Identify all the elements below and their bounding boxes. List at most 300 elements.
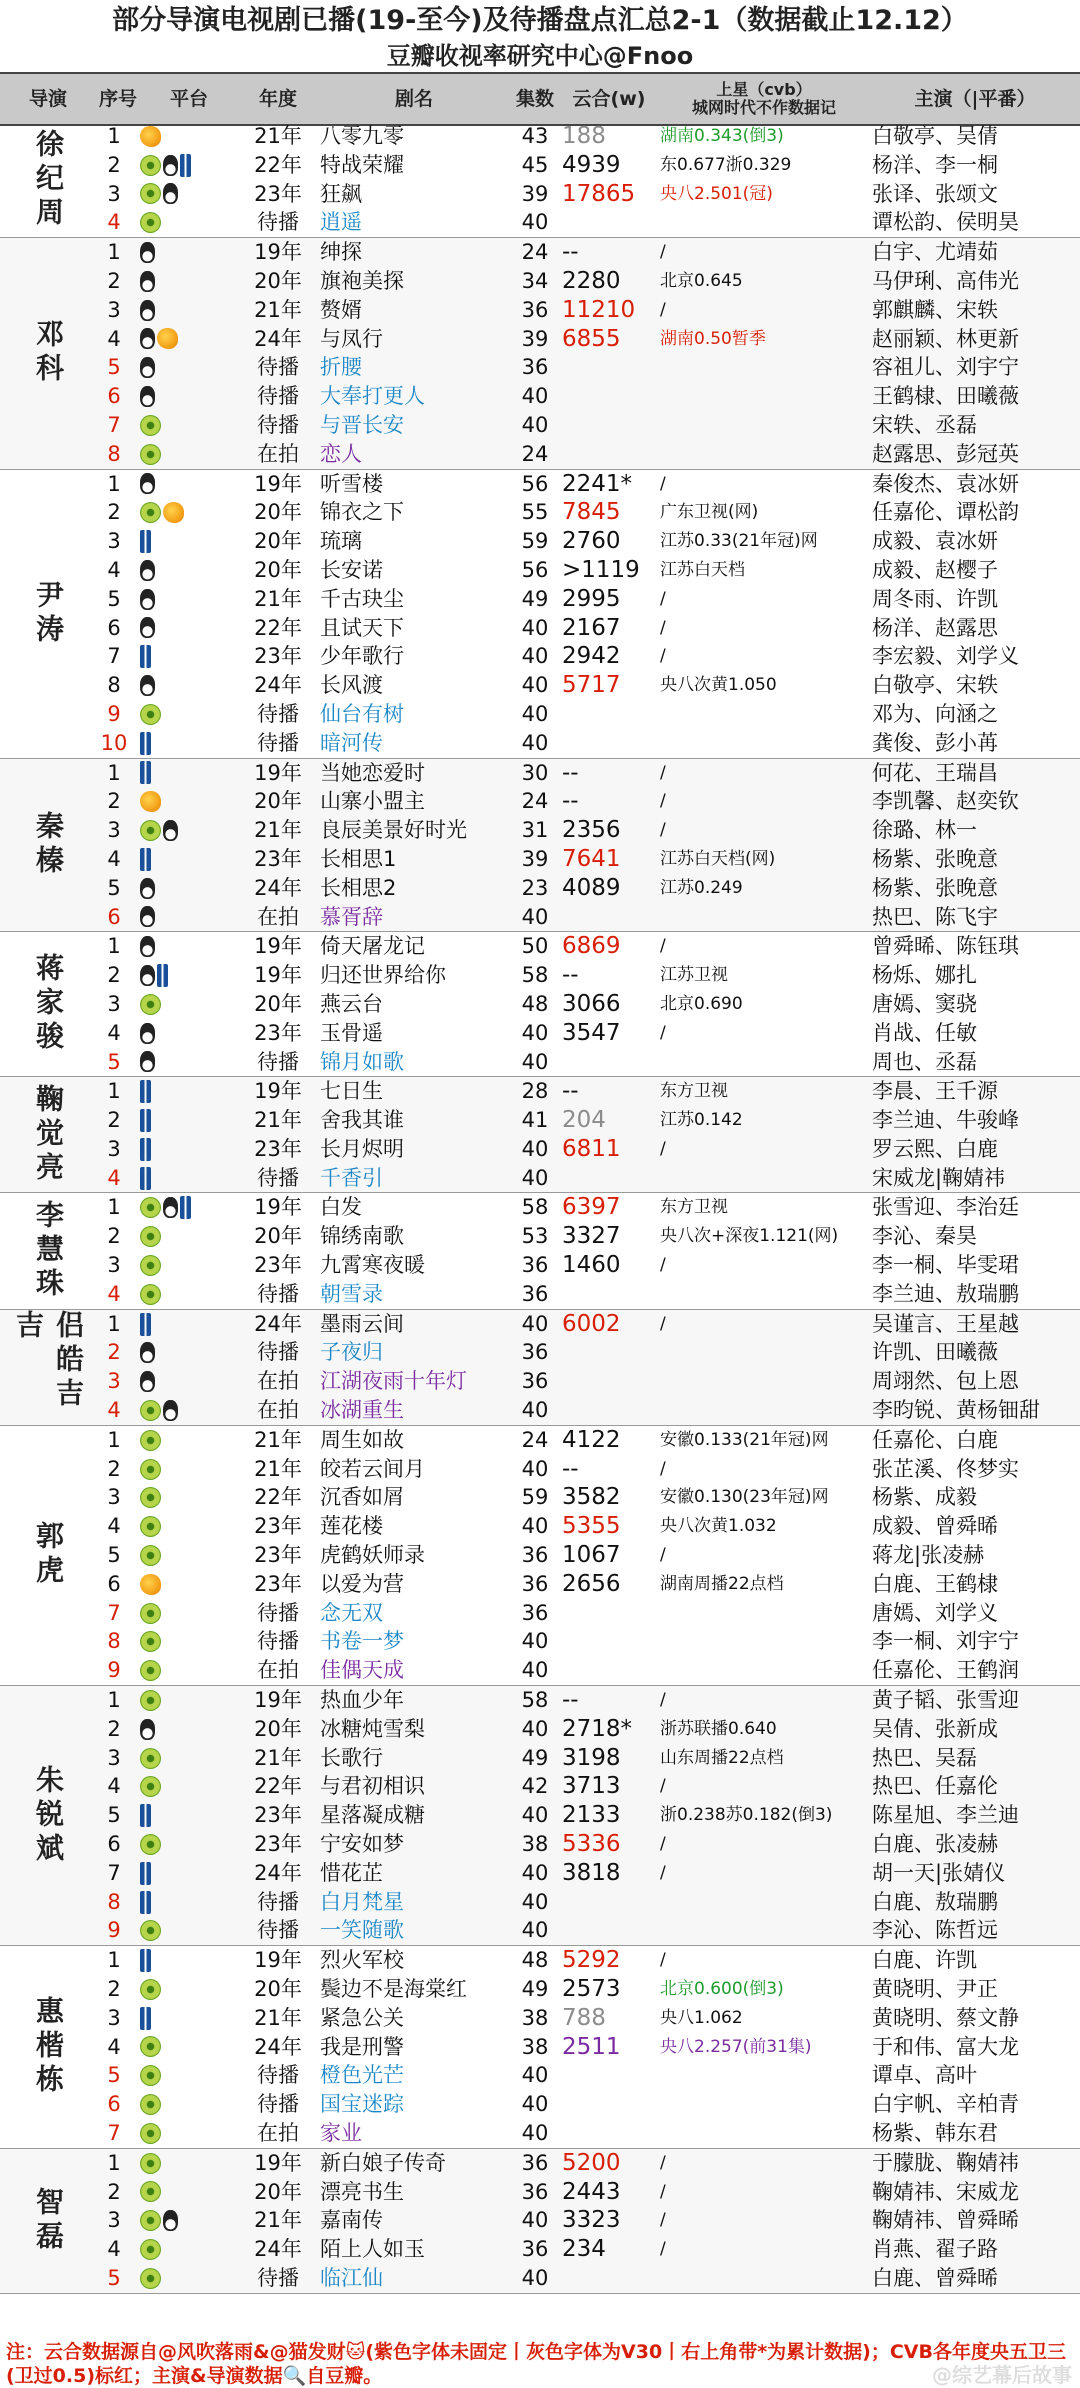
row-number: 4	[107, 1514, 121, 1539]
row-title: 长月烬明	[320, 1136, 404, 1161]
kiwi-icon	[140, 1226, 161, 1247]
row-yunhe: --	[562, 1078, 579, 1105]
row-shangxing: /	[660, 242, 666, 263]
row-shangxing: /	[660, 1313, 666, 1334]
row-episodes: 59	[521, 1485, 549, 1510]
row-yunhe: 5355	[562, 1513, 621, 1540]
row-number: 4	[107, 210, 121, 235]
row-year: 22年	[254, 152, 302, 177]
row-year: 21年	[254, 2208, 302, 2233]
row-cast: 李兰迪、牛骏峰	[872, 1108, 1019, 1133]
row-shangxing: /	[660, 1458, 666, 1479]
row-platforms	[140, 1455, 238, 1484]
row-number: 3	[107, 2005, 121, 2030]
row-shangxing: 安徽0.133(21年冠)网	[660, 1429, 829, 1450]
row-episodes: 34	[521, 268, 549, 293]
row-year: 19年	[254, 1079, 302, 1104]
row-cast: 任嘉伦、白鹿	[872, 1427, 998, 1452]
row-cast: 杨紫、张晚意	[872, 846, 998, 871]
col-shangxing	[658, 74, 870, 124]
row-shangxing: /	[660, 762, 666, 783]
row-yunhe	[560, 1656, 660, 1685]
table-row	[0, 122, 1080, 151]
jeans-icon	[140, 1167, 151, 1190]
row-shangxing: 央八次黄1.032	[660, 1516, 777, 1537]
row-yunhe: 7641	[562, 845, 621, 872]
row-year: 19年	[254, 2150, 302, 2175]
row-yunhe: 3066	[562, 990, 621, 1017]
kiwi-icon	[140, 444, 161, 465]
row-episodes: 24	[521, 240, 549, 265]
row-number: 4	[107, 326, 121, 351]
row-year: 待播	[257, 1629, 299, 1654]
row-shangxing: 央八2.257(前31集)	[660, 2036, 812, 2057]
row-shangxing: 广东卫视(网)	[660, 502, 759, 523]
row-title: 长风渡	[320, 673, 383, 698]
kiwi-icon	[140, 1197, 161, 1218]
row-platforms	[140, 1830, 238, 1859]
row-title: 皎若云间月	[320, 1456, 425, 1481]
table-row	[0, 2235, 1080, 2264]
row-shangxing: 东方卫视	[660, 1081, 728, 1102]
row-episodes: 49	[521, 586, 549, 611]
row-shangxing	[658, 1916, 870, 1945]
row-yunhe: 4939	[562, 151, 621, 178]
row-yunhe: 4089	[562, 874, 621, 901]
row-platforms	[140, 527, 238, 556]
row-shangxing: /	[660, 646, 666, 667]
row-title: 子夜归	[320, 1340, 383, 1365]
director-name: 秦榛	[32, 810, 65, 879]
row-shangxing: 北京0.645	[660, 270, 743, 291]
row-episodes: 38	[521, 1832, 549, 1857]
row-year: 19年	[254, 1948, 302, 1973]
penguin-icon	[140, 589, 155, 610]
row-platforms	[140, 1975, 238, 2004]
row-title: 念无双	[320, 1600, 383, 1625]
row-episodes: 23	[521, 875, 549, 900]
row-shangxing: 央八2.501(冠)	[660, 183, 773, 204]
row-year: 待播	[257, 730, 299, 755]
table-row	[0, 498, 1080, 527]
row-year: 在拍	[257, 2120, 299, 2145]
jeans-icon	[140, 1138, 151, 1161]
row-yunhe	[560, 903, 660, 932]
row-shangxing: /	[660, 1545, 666, 1566]
row-cast: 白鹿、许凯	[872, 1948, 977, 1973]
row-platforms	[140, 1222, 238, 1251]
table-row	[0, 874, 1080, 903]
row-cast: 热巴、吴磊	[872, 1745, 977, 1770]
row-platforms	[140, 1338, 238, 1367]
director-group	[0, 470, 1080, 759]
row-platforms	[140, 671, 238, 700]
row-platforms	[140, 1801, 238, 1830]
col-episodes: 集数	[515, 88, 554, 110]
row-episodes: 40	[521, 1398, 549, 1423]
row-title: 佳偶天成	[320, 1658, 404, 1683]
row-shangxing: /	[660, 299, 666, 320]
row-cast: 秦俊杰、袁冰妍	[872, 471, 1019, 496]
row-year: 20年	[254, 991, 302, 1016]
row-title: 陌上人如玉	[320, 2237, 425, 2262]
row-platforms	[140, 208, 238, 237]
row-yunhe: --	[562, 239, 579, 266]
kiwi-icon	[140, 820, 161, 841]
row-yunhe: 2573	[562, 1976, 621, 2002]
row-cast: 李沁、陈哲远	[872, 1918, 998, 1943]
row-shangxing: /	[660, 1022, 666, 1043]
table-row	[0, 1310, 1080, 1339]
penguin-icon	[140, 965, 155, 986]
row-platforms	[140, 1164, 238, 1193]
row-shangxing: /	[660, 1138, 666, 1159]
table-row	[0, 1193, 1080, 1222]
row-title: 燕云台	[320, 991, 383, 1016]
row-yunhe: 3198	[562, 1744, 621, 1771]
kiwi-icon	[140, 1776, 161, 1797]
row-yunhe: 5717	[562, 672, 621, 699]
row-title: 白月梵星	[320, 1889, 404, 1914]
row-shangxing	[658, 2061, 870, 2090]
row-platforms	[140, 1135, 238, 1164]
row-episodes: 38	[521, 2034, 549, 2059]
row-title: 临江仙	[320, 2265, 383, 2290]
penguin-icon	[140, 675, 155, 696]
row-episodes: 36	[521, 1543, 549, 1568]
table-row	[0, 1772, 1080, 1801]
row-episodes: 39	[521, 846, 549, 871]
mango-icon	[140, 126, 161, 147]
row-number: 2	[107, 500, 121, 525]
row-shangxing	[658, 1048, 870, 1077]
row-yunhe: 3327	[562, 1223, 621, 1250]
row-shangxing	[658, 1280, 870, 1309]
table-row	[0, 1483, 1080, 1512]
row-cast: 谭松韵、侯明昊	[872, 210, 1019, 235]
row-number: 9	[107, 701, 121, 726]
penguin-icon	[140, 1023, 155, 1044]
row-yunhe	[560, 1164, 660, 1193]
row-number: 2	[107, 152, 121, 177]
row-number: 6	[107, 1832, 121, 1857]
row-title: 与晋长安	[320, 412, 404, 437]
penguin-icon	[163, 1197, 178, 1218]
row-title: 漂亮书生	[320, 2179, 404, 2204]
kiwi-icon	[140, 2036, 161, 2057]
kiwi-icon	[140, 415, 161, 436]
penguin-icon	[163, 155, 178, 176]
row-yunhe	[560, 1888, 660, 1917]
table-row	[0, 1744, 1080, 1773]
row-year: 19年	[254, 471, 302, 496]
kiwi-icon	[140, 1459, 161, 1480]
jeans-icon	[140, 1109, 151, 1132]
table-row	[0, 382, 1080, 411]
row-year: 21年	[254, 2005, 302, 2030]
row-shangxing: /	[660, 820, 666, 841]
col-cast: 主演（|平番）	[914, 88, 1036, 110]
row-cast: 肖燕、翟子路	[872, 2237, 998, 2262]
table-row	[0, 1541, 1080, 1570]
row-number: 6	[107, 1571, 121, 1596]
row-number: 5	[107, 1803, 121, 1828]
table-row	[0, 2264, 1080, 2293]
row-title: 白发	[320, 1195, 362, 1220]
row-cast: 白敬亭、宋轶	[872, 673, 998, 698]
row-title: 朝雪录	[320, 1281, 383, 1306]
table-row	[0, 1338, 1080, 1367]
row-shangxing: 江苏0.249	[660, 877, 743, 898]
table-row	[0, 440, 1080, 469]
row-number: 2	[107, 963, 121, 988]
row-yunhe: 2356	[562, 817, 621, 844]
row-platforms	[140, 1512, 238, 1541]
row-title: 长相思1	[320, 846, 397, 871]
kiwi-icon	[140, 1487, 161, 1508]
row-year: 24年	[254, 326, 302, 351]
row-cast: 马伊琍、高伟光	[872, 268, 1019, 293]
row-platforms	[140, 1483, 238, 1512]
row-title: 良辰美景好时光	[320, 818, 467, 843]
row-number: 6	[107, 2092, 121, 2117]
row-episodes: 39	[521, 181, 549, 206]
row-platforms	[140, 1396, 238, 1425]
row-platforms	[140, 1859, 238, 1888]
row-year: 20年	[254, 789, 302, 814]
row-yunhe: 7845	[562, 499, 621, 526]
row-cast: 杨洋、赵露思	[872, 615, 998, 640]
kiwi-icon	[140, 2123, 161, 2144]
kiwi-icon	[140, 2210, 161, 2231]
row-episodes: 24	[521, 789, 549, 814]
page-title: 部分导演电视剧已播(19-至今)及待播盘点汇总2-1（数据截止12.12）	[112, 5, 968, 36]
row-number: 2	[107, 2179, 121, 2204]
row-episodes: 40	[521, 2063, 549, 2088]
row-number: 2	[107, 1108, 121, 1133]
row-yunhe: 2656	[562, 1570, 621, 1597]
row-year: 23年	[254, 1803, 302, 1828]
row-episodes: 50	[521, 934, 549, 959]
table-row	[0, 151, 1080, 180]
table-row	[0, 1801, 1080, 1830]
row-year: 19年	[254, 1688, 302, 1713]
row-number: 1	[107, 471, 121, 496]
table-row	[0, 2004, 1080, 2033]
row-yunhe: --	[562, 962, 579, 989]
row-episodes: 40	[521, 2265, 549, 2290]
row-platforms	[140, 1426, 238, 1455]
row-cast: 黄子韬、张雪迎	[872, 1688, 1019, 1713]
row-number: 5	[107, 1049, 121, 1074]
row-shangxing	[658, 353, 870, 382]
row-number: 7	[107, 1860, 121, 1885]
row-cast: 赵丽颖、林更新	[872, 326, 1019, 351]
row-title: 家业	[320, 2120, 362, 2145]
row-shangxing: 央八1.062	[660, 2007, 743, 2028]
row-year: 24年	[254, 1860, 302, 1885]
table-row	[0, 1135, 1080, 1164]
kiwi-icon	[140, 1631, 161, 1652]
row-title: 长安诺	[320, 557, 383, 582]
row-cast: 陈星旭、李兰迪	[872, 1803, 1019, 1828]
director-name: 智磊	[32, 2186, 65, 2255]
row-platforms	[140, 759, 238, 788]
row-year: 待播	[257, 1340, 299, 1365]
row-shangxing: 东方卫视	[660, 1197, 728, 1218]
kiwi-icon	[140, 1979, 161, 2000]
table-row	[0, 700, 1080, 729]
row-yunhe	[560, 411, 660, 440]
row-title: 周生如故	[320, 1427, 404, 1452]
row-shangxing: 安徽0.130(23年冠)网	[660, 1487, 829, 1508]
row-number: 1	[107, 1311, 121, 1336]
row-year: 23年	[254, 1571, 302, 1596]
row-year: 待播	[257, 2265, 299, 2290]
row-year: 19年	[254, 760, 302, 785]
col-year: 年度	[258, 88, 297, 110]
row-shangxing: 北京0.690	[660, 993, 743, 1014]
row-cast: 吴倩、张新成	[872, 1716, 998, 1741]
row-cast: 白鹿、王鹤棣	[872, 1571, 998, 1596]
table-row	[0, 1570, 1080, 1599]
row-yunhe: 2443	[562, 2178, 621, 2205]
row-yunhe	[560, 1916, 660, 1945]
table-row	[0, 759, 1080, 788]
col-title: 剧名	[394, 88, 433, 110]
row-year: 21年	[254, 818, 302, 843]
row-episodes: 40	[521, 1918, 549, 1943]
row-yunhe: 2718*	[562, 1715, 633, 1742]
row-year: 20年	[254, 1977, 302, 2001]
row-episodes: 40	[521, 1456, 549, 1481]
row-cast: 于朦胧、鞠婧祎	[872, 2150, 1019, 2175]
row-year: 21年	[254, 1108, 302, 1133]
kiwi-icon	[140, 2239, 161, 2260]
director-name: 邓科	[32, 319, 65, 388]
row-shangxing: 湖南0.50暂季	[660, 328, 766, 349]
row-episodes: 55	[521, 500, 549, 525]
row-number: 2	[107, 1224, 121, 1249]
row-platforms	[140, 2206, 238, 2235]
row-episodes: 53	[521, 1224, 549, 1249]
director-group	[0, 1686, 1080, 1946]
table-row	[0, 527, 1080, 556]
row-number: 1	[107, 240, 121, 265]
row-shangxing: /	[660, 936, 666, 957]
penguin-icon	[140, 906, 155, 927]
table-row	[0, 411, 1080, 440]
row-platforms	[140, 238, 238, 267]
row-cast: 唐嫣、窦骁	[872, 991, 977, 1016]
table-row	[0, 2119, 1080, 2148]
table-row	[0, 2178, 1080, 2207]
kiwi-icon	[140, 183, 161, 204]
table-row	[0, 1916, 1080, 1945]
row-title: 舍我其谁	[320, 1108, 404, 1133]
row-number: 1	[107, 760, 121, 785]
row-title: 国宝迷踪	[320, 2092, 404, 2117]
row-yunhe: 6002	[562, 1310, 621, 1337]
row-yunhe	[560, 2061, 660, 2090]
mango-icon	[163, 502, 184, 523]
row-yunhe	[560, 2119, 660, 2148]
col-director: 导演	[28, 88, 67, 110]
row-title: 书卷一梦	[320, 1629, 404, 1654]
table-row	[0, 642, 1080, 671]
row-year: 23年	[254, 1136, 302, 1161]
row-number: 8	[107, 441, 121, 466]
row-year: 20年	[254, 557, 302, 582]
mango-icon	[140, 791, 161, 812]
row-yunhe: 2942	[562, 643, 621, 670]
row-shangxing	[658, 411, 870, 440]
row-episodes: 40	[521, 673, 549, 698]
row-cast: 白鹿、曾舜晞	[872, 2265, 998, 2290]
row-title: 虎鹤妖师录	[320, 1543, 425, 1568]
table-row	[0, 238, 1080, 267]
row-episodes: 41	[521, 1108, 549, 1133]
row-title: 千古玦尘	[320, 586, 404, 611]
row-yunhe: --	[562, 1455, 579, 1482]
row-number: 2	[107, 268, 121, 293]
col-no: 序号	[98, 88, 137, 110]
row-platforms	[140, 1599, 238, 1628]
row-title: 橙色光芒	[320, 2063, 404, 2088]
row-cast: 热巴、任嘉伦	[872, 1774, 998, 1799]
row-cast: 李宏毅、刘学义	[872, 644, 1019, 669]
row-episodes: 40	[521, 615, 549, 640]
director-group	[0, 932, 1080, 1077]
row-yunhe	[560, 1280, 660, 1309]
penguin-icon	[140, 1719, 155, 1740]
penguin-icon	[163, 2210, 178, 2231]
row-shangxing: /	[660, 1834, 666, 1855]
row-yunhe: 2511	[562, 2033, 621, 2060]
row-shangxing: 湖南0.343(倒3)	[660, 126, 784, 146]
penguin-icon	[140, 242, 155, 263]
row-number: 5	[107, 586, 121, 611]
penguin-icon	[140, 300, 155, 321]
row-cast: 于和伟、富大龙	[872, 2034, 1019, 2059]
row-year: 在拍	[257, 1369, 299, 1394]
row-year: 19年	[254, 934, 302, 959]
row-platforms	[140, 1193, 238, 1222]
row-episodes: 58	[521, 1688, 549, 1713]
row-year: 21年	[254, 297, 302, 322]
row-platforms	[140, 2178, 238, 2207]
row-platforms	[140, 729, 238, 758]
row-yunhe: 5200	[562, 2149, 621, 2176]
row-shangxing: 浙0.238苏0.182(倒3)	[660, 1805, 833, 1826]
row-cast: 宋威龙|鞠婧祎	[872, 1165, 1006, 1190]
row-yunhe	[560, 1338, 660, 1367]
row-number: 3	[107, 991, 121, 1016]
row-episodes: 40	[521, 2208, 549, 2233]
row-episodes: 40	[521, 1514, 549, 1539]
row-episodes: 36	[521, 355, 549, 380]
row-platforms	[140, 932, 238, 961]
row-episodes: 36	[521, 2150, 549, 2175]
row-shangxing: 江苏白天档(网)	[660, 848, 776, 869]
row-episodes: 40	[521, 412, 549, 437]
row-title: 鬓边不是海棠红	[320, 1977, 467, 2001]
table-row	[0, 1946, 1080, 1975]
row-yunhe: 6869	[562, 933, 621, 960]
row-yunhe: 2280	[562, 267, 621, 294]
row-number: 4	[107, 846, 121, 871]
row-number: 5	[107, 355, 121, 380]
